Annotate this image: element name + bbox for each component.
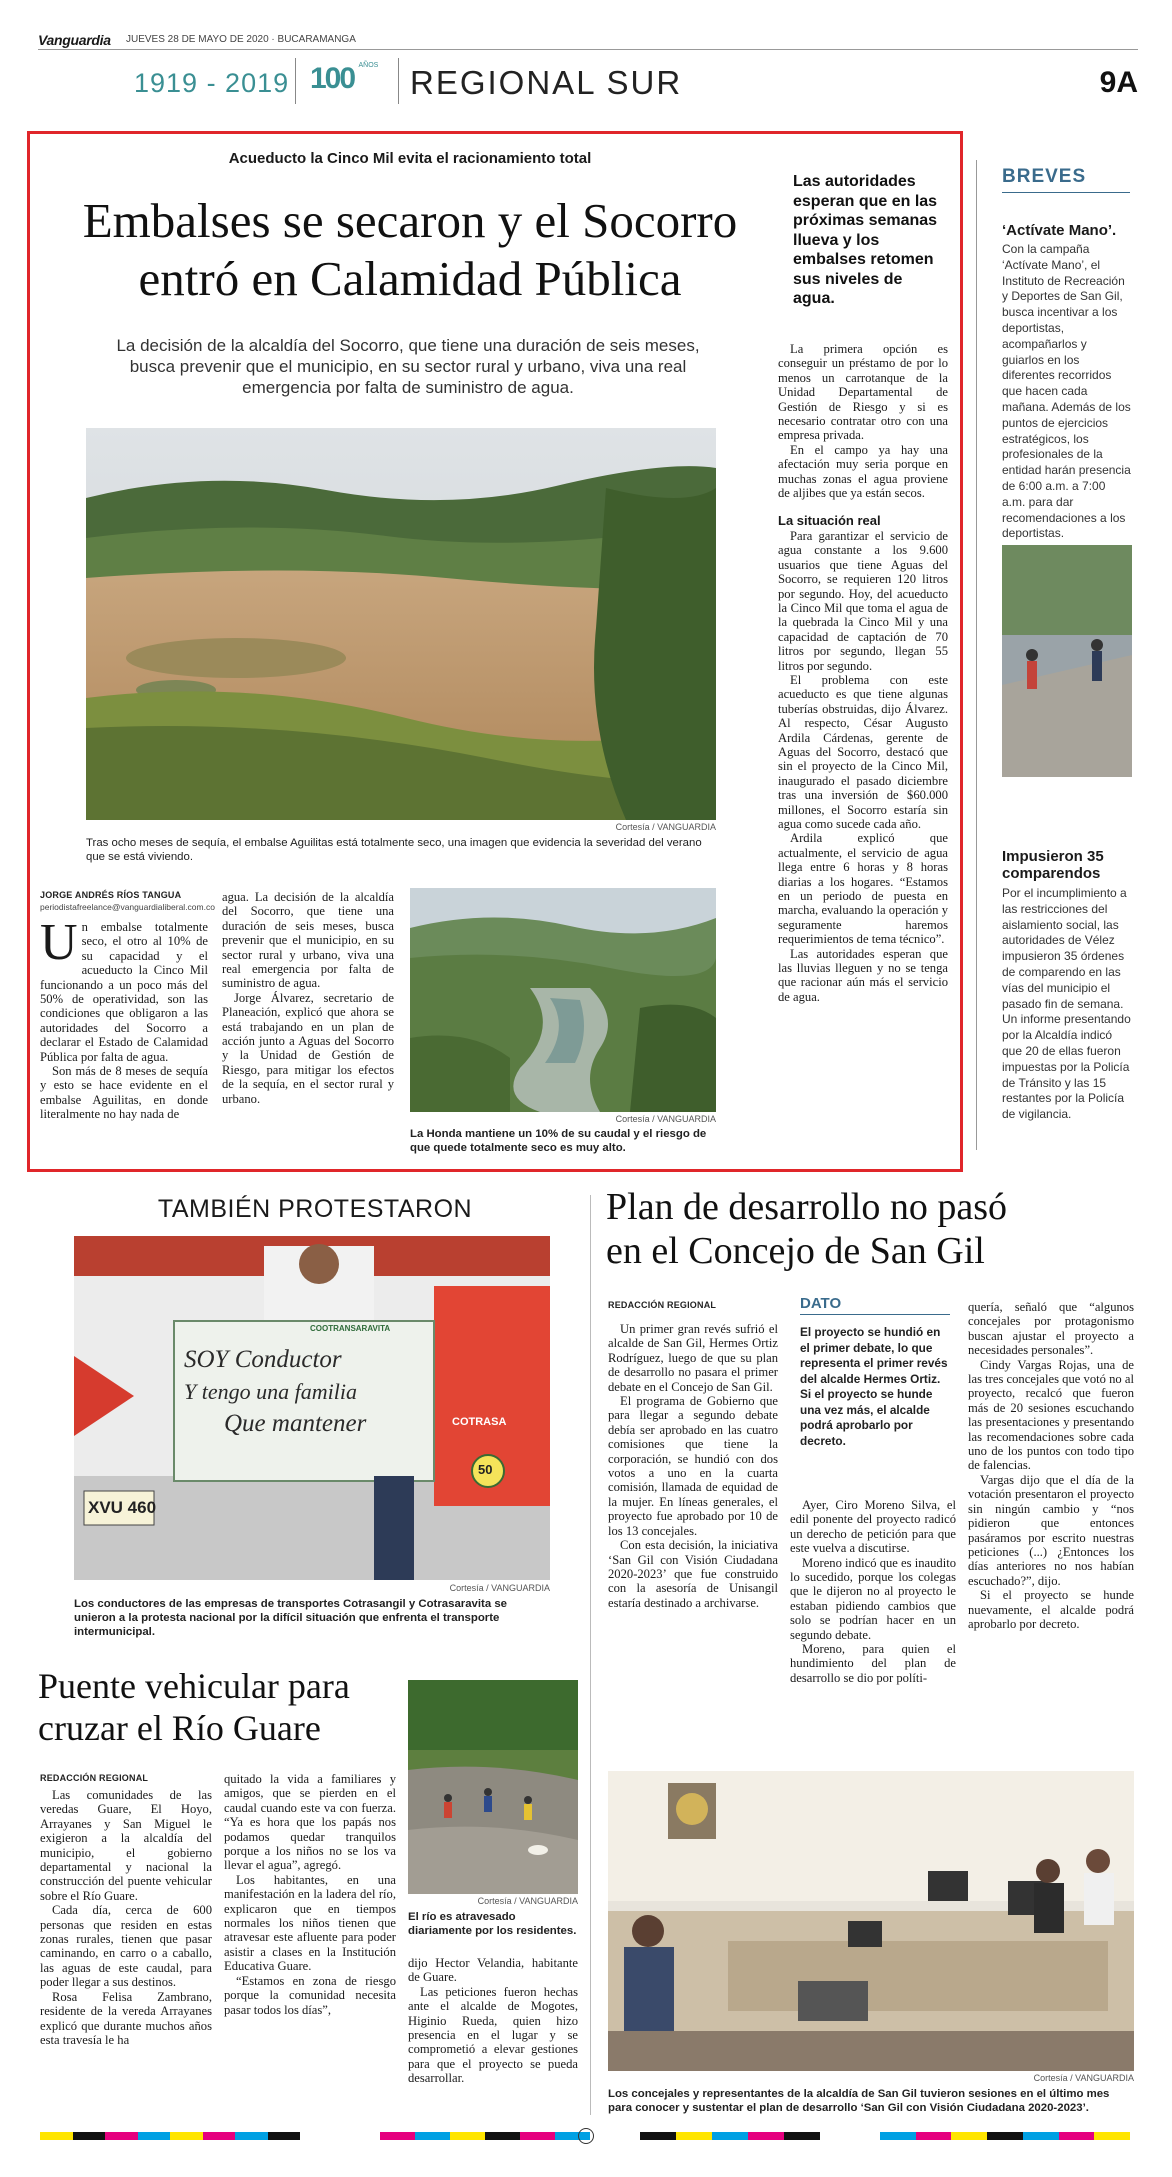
dry-reservoir-photo bbox=[86, 428, 716, 820]
lead-headline: Embalses se secaron y el Socorro entró en Calamidad Pública bbox=[82, 193, 738, 306]
lead-byline-email: periodistafreelance@vanguardialiberal.com.co bbox=[40, 902, 215, 912]
river-credit: Cortesía / VANGUARDIA bbox=[477, 1896, 578, 1906]
lead-kicker: Acueducto la Cinco Mil evita el racionamiento total bbox=[228, 150, 592, 167]
breves-label: BREVES bbox=[1002, 166, 1087, 187]
breve2-title: Impusieron 35 comparendos bbox=[1002, 848, 1104, 882]
bus-word: COTRASA bbox=[452, 1416, 507, 1428]
protest-sign-text: SOY Conductor Y tengo una familia Que mantener bbox=[184, 1346, 367, 1437]
protest-credit: Cortesía / VANGUARDIA bbox=[449, 1583, 550, 1593]
dateline: JUEVES 28 DE MAYO DE 2020 · BUCARAMANGA bbox=[126, 34, 356, 45]
breve-exercise-photo bbox=[1002, 545, 1132, 777]
plan-col2: Ayer, Ciro Moreno Silva, el edil ponente del proyecto radicó un derecho de petición para que este vuelva a discutirse. Moreno indicó que es inaudito lo sucedido, porque los colegas que le dijeron no al proyecto le estaban pidiendo cambios que solo se podrían hacer en un segundo debate. Moreno, para quien el hundimiento del plan de desarrollo se dio por políti- bbox=[790, 1498, 956, 1685]
plan-col3: quería, señaló que “algunos concejales por protagonismo buscan ajustar el proyecto a necesidades personales”. Cindy Vargas Rojas, una de las tres concejales que votó no al proyecto, recalcó que fueron más de 20 sesiones escuchando las presentaciones y presentando las recomendaciones sobre cada uno de los puntos con todo tipo de falencias. Vargas dijo que el día de la votación presentaron el proyecto sin ningún cambio y “nos pidieron que entonces pasáramos por escrito nuestras peticiones (...) ¿Entonces los días anteriores no nos habían escuchado?”, dijo. Si el proyecto se hunde nuevamente, el alcalde podrá aprobarlo por decreto. bbox=[968, 1300, 1134, 1631]
subhead-situacion: La situación real bbox=[778, 513, 881, 529]
la-honda-photo bbox=[410, 888, 716, 1112]
photo1-caption: Tras ocho meses de sequía, el embalse Aguilitas está totalmente seco, una imagen que evidencia la severidad del verano que se está viviendo. bbox=[86, 837, 702, 863]
photo2-credit: Cortesía / VANGUARDIA bbox=[615, 1114, 716, 1124]
bridge-col1: Las comunidades de las veredas Guare, El Hoyo, Arrayanes y San Miguel le exigieron a la alcaldía del municipio, el gobierno departamental y nacional la construcción del puente vehicular sobre el Río Guare. Cada día, cerca de 600 personas que residen en estas zonas rurales, tienen que pasar caminando, en carro o a caballo, las aguas de este caudal, para poder llegar a sus destinos. Rosa Felisa Zambrano, residente de la vereda Arrayanes explicó que durante muchos años esta travesía le ha bbox=[40, 1788, 212, 2047]
lead-byline: JORGE ANDRÉS RÍOS TANGUA bbox=[40, 890, 182, 900]
river-photo bbox=[408, 1680, 578, 1894]
council-photo bbox=[608, 1771, 1134, 2071]
breve1-text: Con la campaña ‘Actívate Mano’, el Instituto de Recreación y Deportes de San Gil, busca incentivar a los deportistas, acompañarlos y guiarlos en los diferentes recorridos que hacen cada mañana. Además de los puntos de ejercicios estratégicos, los profesionales de la entidad harán presencia de 6:00 a.m. a 7:00 a.m. para dar recomendaciones a los deportistas. bbox=[1002, 242, 1131, 541]
lead-right-col: La primera opción es conseguir un préstamo de por lo menos un carrotanque de la Unidad Departamental de Gestión de Riesgo y si es necesario contratar otro con una empresa privada. En el campo ya hay una afectación muy seria porque en muchas zonas el agua proviene de aljibes que ya están secos. La situación real Para garantizar el servicio de agua constante a los 9.600 usuarios que tiene Aguas del Socorro, se requieren 120 litros por segundo. Hoy, del acueducto la Cinco Mil que toma el agua de la quebrada la Cinco Mil y una capacidad de captación de 70 litros por segundo, llegan 55 litros por segundo. El problema con este acueducto es que tiene algunas tuberías obstruidas, dijo Álvarez. Al respecto, César Augusto Ardila Cárdenas, gerente de Aguas del Socorro, destacó que sin el proyecto de la Cinco Mil, inaugurado el pasado diciembre tras una inversión de $60.000 millones, el Socorro estaría sin agua como sucede cada año. Ardila explicó que actualmente, el servicio de agua llega entre 6 horas y 8 horas diarias a los hogares. “Estamos en un periodo de puesta en marcha, evaluando la operación y seguramente haremos requerimientos de tema técnico”. Las autoridades esperan que las lluvias lleguen y no se tenga que racionar aún más el servicio de agua. bbox=[778, 342, 948, 1004]
dropcap: U bbox=[40, 914, 78, 971]
bridge-col3: dijo Hector Velandia, habitante de Guare. Las peticiones fueron hechas ante el alcalde de Mogotes, Higinio Rueda, quien hizo presencia en el lugar y se comprometió a elevar gestiones para que el proyecto se pueda desarrollar. bbox=[408, 1956, 578, 2086]
lead-deck: La decisión de la alcaldía del Socorro, que tiene una duración de seis meses, busca prevenir que el municipio, en su sector rural y urbano, viva una real emergencia por falta de suministro de agua. bbox=[116, 336, 700, 397]
breve2-text: Por el incumplimiento a las restricciones del aislamiento social, las autoridades de Vélez impusieron 35 órdenes de comparendo en las vías del municipio el pasado fin de semana. Un informe presentando por la Alcaldía indicó que 20 de ellas fueron impuestas por la Policía de Tránsito y las 15 restantes por la Policía de vigilancia. bbox=[1002, 886, 1131, 1122]
brand-logo: Vanguardia bbox=[38, 32, 111, 48]
bridge-byline: REDACCIÓN REGIONAL bbox=[40, 1773, 149, 1783]
registration-target bbox=[578, 2128, 594, 2144]
plan-col1: Un primer gran revés sufrió el alcalde de San Gil, Hermes Ortiz Rodríguez, luego de que su plan de desarrollo no pasara el primer debate en el Concejo de San Gil. El programa de Gobierno que para llegar a segundo debate debía ser aprobado en las cuatro comisiones que tiene la corporación, se hundió con dos votos a uno en la cuarta comisión, llamada de equidad de la mujer. En líneas generales, el proyecto fue aprobado por 10 de los 13 concejales. Con esta decisión, la iniciativa ‘San Gil con Visión Ciudadana 2020-2023’ que fue construido con la asesoría de Unisangil estaría destinado a archivarse. bbox=[608, 1322, 778, 1610]
dato-text: El proyecto se hundió en el primer debate, lo que representa el primer revés del alcalde Hermes Ortiz. Si el proyecto se hunde una vez más, el alcalde podrá aprobarlo por decreto. bbox=[800, 1325, 948, 1448]
years-label: 1919 - 2019 bbox=[134, 68, 290, 98]
lead-col1: Un embalse totalmente seco, el otro al 10% de su capacidad y el acueducto la Cinco Mil funcionando a un poco más del 50% de operatividad, son las condiciones que obligaron a las autoridades del Socorro a declarar el Estado de Calamidad Pública por falta de agua. Son más de 8 meses de sequía y esto se hace evidente en el embalse Aguilitas, en donde literalmente no hay nada de bbox=[40, 914, 208, 1122]
photo2-caption: La Honda mantiene un 10% de su caudal y el riesgo de que quede totalmente seco es muy alto. bbox=[410, 1128, 707, 1154]
pullquote: Las autoridades esperan que en las próximas semanas llueva y los embalses retomen sus niveles de agua. bbox=[793, 173, 938, 307]
sign-org: COOTRANSARAVITA bbox=[310, 1324, 391, 1333]
page-number: 9A bbox=[1099, 66, 1138, 99]
masthead bbox=[38, 32, 1138, 110]
council-credit: Cortesía / VANGUARDIA bbox=[1033, 2073, 1134, 2083]
section-title: REGIONAL SUR bbox=[410, 64, 683, 101]
registration-marks bbox=[0, 2128, 1172, 2148]
plan-byline: REDACCIÓN REGIONAL bbox=[608, 1300, 717, 1310]
lead-col2: agua. La decisión de la alcaldía del Socorro, que tiene una duración de seis meses, busca prevenir que el municipio, en su sector rural y urbano, viva una real emergencia por falta de suministro de agua. Jorge Álvarez, secretario de Planeación, explicó que ahora se está trabajando en un plan de acción junto a Aguas del Socorro y la Unidad de Gestión de Riesgo, para mitigar los efectos de la sequía, en el sector rural y urbano. bbox=[222, 890, 394, 1106]
dato-label: DATO bbox=[800, 1295, 842, 1312]
plan-headline: Plan de desarrollo no pasó en el Concejo de San Gil bbox=[606, 1186, 1008, 1272]
council-caption: Los concejales y representantes de la alcaldía de San Gil tuvieron sesiones en el último mes para conocer y sustentar el plan de desarrollo ‘San Gil con Visión Ciudadana 2020-2023’. bbox=[608, 2088, 1110, 2114]
speed-badge: 50 bbox=[478, 1462, 493, 1477]
protest-caption: Los conductores de las empresas de transportes Cotrasangil y Cotrasaravita se unieron a la protesta nacional por la difícil situación que enfrenta el transporte intermunicipal. bbox=[74, 1598, 508, 1638]
anniversary-logo: 100 $^{AÑOS}$ bbox=[310, 62, 379, 95]
protest-photo bbox=[74, 1236, 550, 1580]
river-caption: El río es atravesado diariamente por los residentes. bbox=[408, 1911, 577, 1937]
protest-title: TAMBIÉN PROTESTARON bbox=[157, 1195, 473, 1223]
license-plate: XVU 460 bbox=[88, 1498, 157, 1517]
bridge-col2: quitado la vida a familiares y amigos, que se pierden en el caudal cuando este va con fuerza. “Ya es hora que los papás nos podamos quedar tranquilos porque a los niños no se los va llevar el agua”, agregó. Los habitantes, en una manifestación en la ladera del río, explicaron que en tiempos normales los niños tienen que atravesar este afluente para poder asistir a clases en la Institución Educativa Guare. “Estamos en zona de riesgo porque la comunidad necesita pasar todos los días”, bbox=[224, 1772, 396, 2017]
photo1-credit: Cortesía / VANGUARDIA bbox=[615, 822, 716, 832]
bridge-headline: Puente vehicular para cruzar el Río Guare bbox=[38, 1666, 350, 1748]
breve1-title: ‘Actívate Mano’. bbox=[1002, 222, 1117, 239]
